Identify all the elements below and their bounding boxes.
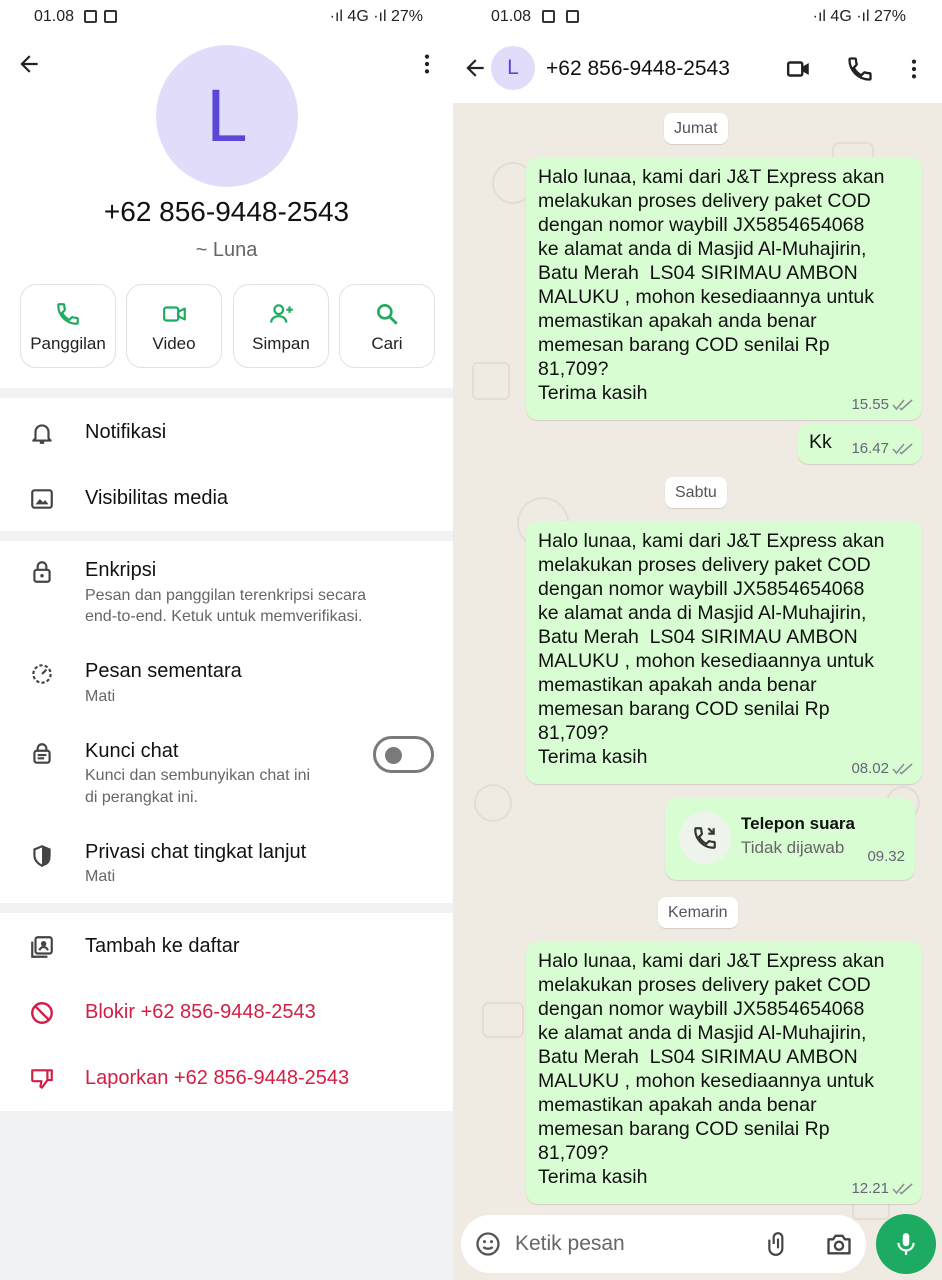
report-row[interactable] [0, 1045, 453, 1111]
search-button[interactable] [339, 284, 435, 368]
video-button-label: Video [152, 334, 196, 353]
call-icon-circle [679, 812, 731, 864]
message-meta [851, 760, 914, 777]
status-battery: ·ıl 4G ·ıl 27% [812, 8, 906, 25]
check-icon [104, 10, 117, 23]
check-icon [566, 10, 579, 23]
more-options-icon[interactable] [903, 56, 925, 82]
message-text: Kk [809, 431, 832, 453]
disappearing-title: Pesan sementara [85, 660, 242, 682]
block-icon [29, 1000, 55, 1026]
media-visibility-label: Visibilitas media [85, 487, 229, 509]
encryption-subtitle-2: end-to-end. Ketuk untuk memverifikasi. [85, 608, 363, 625]
bottom-fill [0, 1111, 453, 1280]
call-button[interactable] [20, 284, 116, 368]
more-options-icon[interactable] [416, 52, 438, 76]
media-visibility-row[interactable] [0, 464, 453, 530]
attachment-icon[interactable] [765, 1230, 791, 1258]
search-icon [374, 301, 400, 327]
message-bubble[interactable] [526, 941, 922, 1204]
contact-avatar[interactable]: L [156, 45, 298, 187]
disappearing-messages-row[interactable] [0, 645, 453, 715]
video-call-icon[interactable] [784, 56, 814, 82]
status-time: 01.08 [491, 8, 532, 25]
gallery-icon [84, 10, 97, 23]
advanced-privacy-row[interactable] [0, 826, 453, 902]
add-to-list-label: Tambah ke daftar [85, 935, 240, 957]
encryption-title: Enkripsi [85, 559, 157, 581]
chat-lock-subtitle-1: Kunci dan sembunyikan chat ini [85, 767, 311, 784]
disappearing-status: Mati [85, 688, 116, 705]
timer-icon [29, 661, 55, 687]
call-status: Tidak dijawab [741, 838, 845, 857]
advanced-privacy-status: Mati [85, 868, 116, 885]
block-label: Blokir +62 856-9448-2543 [85, 1001, 316, 1023]
encryption-row[interactable] [0, 541, 453, 636]
message-text: Halo lunaa, kami dari J&T Express akan melakukan proses delivery paket COD dengan nomor waybill JX5854654068 ke alamat anda di Masjid Al-Muhajirin, Batu Merah LS04 SIRIMAU AMBON MALUKU , mohon kesediaannya untuk memastikan apakah anda benar memesan barang COD senilai Rp 81,709? Terima kasih [538, 166, 885, 404]
phone-icon [55, 301, 81, 327]
status-time: 01.08 [34, 8, 75, 25]
save-contact-button[interactable] [233, 284, 329, 368]
sticker-icon[interactable] [474, 1230, 502, 1258]
back-arrow-icon[interactable] [16, 51, 42, 77]
divider [0, 531, 453, 541]
double-tick-icon [892, 763, 914, 775]
message-meta [851, 1180, 914, 1197]
contact-info-panel [0, 0, 453, 1280]
video-icon [161, 301, 189, 327]
message-text: Halo lunaa, kami dari J&T Express akan melakukan proses delivery paket COD dengan nomor waybill JX5854654068 ke alamat anda di Masjid Al-Muhajirin, Batu Merah LS04 SIRIMAU AMBON MALUKU , mohon kesediaannya untuk memastikan apakah anda benar memesan barang COD senilai Rp 81,709? Terima kasih [538, 530, 885, 768]
list-contact-icon [29, 934, 55, 960]
camera-icon[interactable] [825, 1230, 853, 1258]
message-text: Halo lunaa, kami dari J&T Express akan melakukan proses delivery paket COD dengan nomor waybill JX5854654068 ke alamat anda di Masjid Al-Muhajirin, Batu Merah LS04 SIRIMAU AMBON MALUKU , mohon kesediaannya untuk memastikan apakah anda benar memesan barang COD senilai Rp 81,709? Terima kasih [538, 950, 885, 1188]
message-time: 16.47 [851, 440, 889, 457]
chat-lock-icon [29, 741, 55, 767]
status-bar [0, 0, 453, 36]
search-button-label: Cari [371, 334, 403, 353]
advanced-privacy-title: Privasi chat tingkat lanjut [85, 841, 307, 863]
chat-header [453, 0, 942, 103]
double-tick-icon [892, 443, 914, 455]
message-meta [851, 396, 914, 413]
microphone-icon [893, 1230, 919, 1258]
voice-call-icon[interactable] [846, 55, 874, 83]
chat-lock-subtitle-2: di perangkat ini. [85, 789, 198, 806]
encryption-subtitle-1: Pesan dan panggilan terenkripsi secara [85, 587, 367, 604]
missed-call-icon [692, 825, 718, 851]
block-row[interactable] [0, 979, 453, 1045]
message-time: 08.02 [851, 760, 889, 777]
message-bubble[interactable] [526, 157, 922, 420]
message-time: 15.55 [851, 396, 889, 413]
save-button-label: Simpan [252, 334, 310, 353]
call-time: 09.32 [867, 848, 905, 865]
message-time: 12.21 [851, 1180, 889, 1197]
status-battery: ·ıl 4G ·ıl 27% [329, 8, 423, 25]
video-button[interactable] [126, 284, 222, 368]
voice-record-button[interactable] [876, 1214, 936, 1274]
notifications-label: Notifikasi [85, 421, 167, 443]
toggle-knob [385, 747, 402, 764]
chat-lock-toggle[interactable] [373, 736, 434, 773]
date-separator: Sabtu [665, 477, 727, 508]
image-icon [29, 486, 55, 512]
call-button-label: Panggilan [30, 334, 106, 353]
contact-name: ~ Luna [195, 239, 258, 261]
status-bar [453, 0, 942, 36]
shield-icon [29, 843, 55, 869]
double-tick-icon [892, 399, 914, 411]
gallery-icon [542, 10, 555, 23]
report-label: Laporkan +62 856-9448-2543 [85, 1067, 350, 1089]
bell-icon [29, 420, 55, 446]
back-arrow-icon[interactable] [462, 55, 488, 81]
chat-avatar[interactable]: L [491, 46, 535, 90]
divider [0, 388, 453, 398]
lock-icon [29, 559, 55, 585]
missed-call-card[interactable] [665, 798, 915, 880]
message-input-bar[interactable] [461, 1215, 866, 1273]
notifications-row[interactable] [0, 398, 453, 464]
call-title: Telepon suara [741, 814, 855, 833]
chat-lock-title: Kunci chat [85, 740, 179, 762]
chat-panel [453, 0, 942, 1280]
chat-title[interactable]: +62 856-9448-2543 [546, 57, 730, 80]
add-to-list-row[interactable] [0, 913, 453, 979]
contact-phone: +62 856-9448-2543 [103, 196, 350, 227]
date-separator: Kemarin [658, 897, 738, 928]
message-input-placeholder[interactable]: Ketik pesan [515, 1232, 625, 1255]
message-bubble[interactable] [797, 424, 922, 464]
date-separator: Jumat [664, 113, 728, 144]
thumbs-down-icon [29, 1066, 55, 1092]
double-tick-icon [892, 1183, 914, 1195]
message-meta [851, 440, 914, 457]
message-bubble[interactable] [526, 521, 922, 784]
add-person-icon [268, 301, 296, 327]
divider [0, 903, 453, 913]
